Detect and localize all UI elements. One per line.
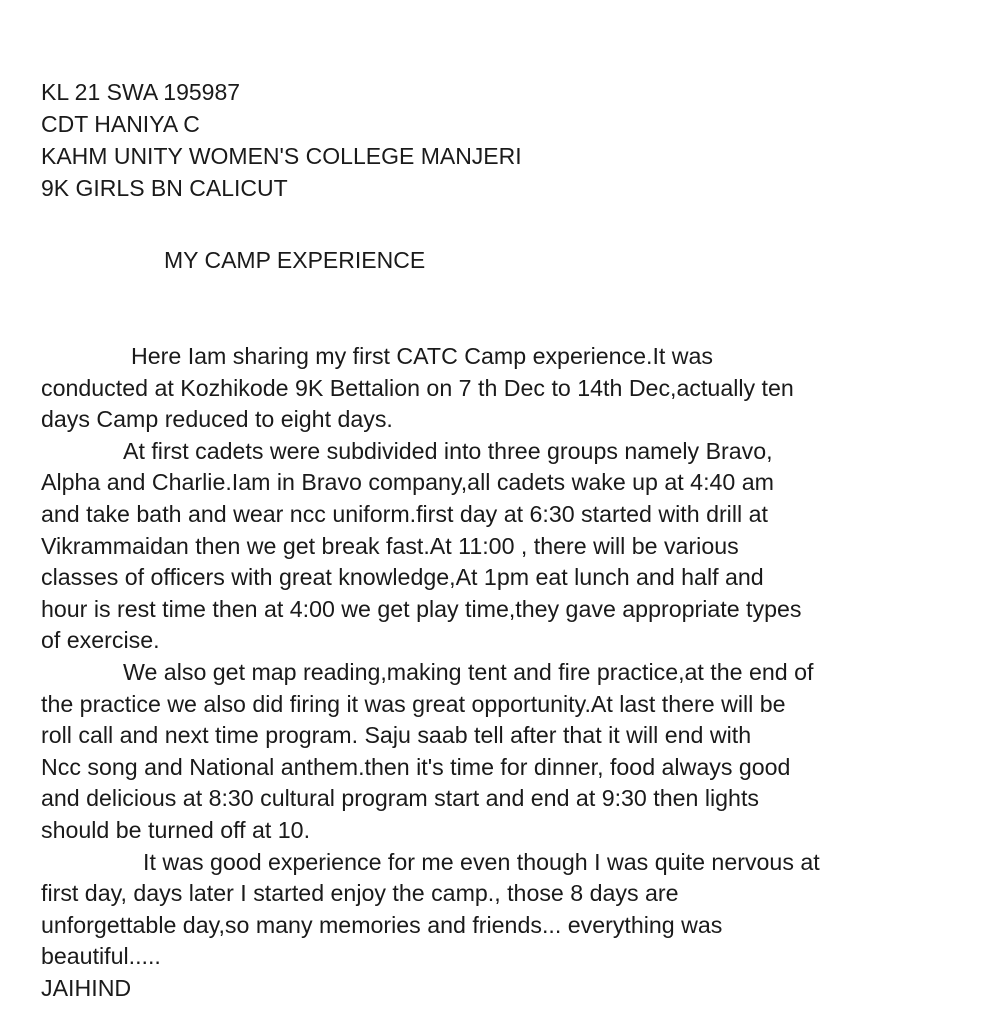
paragraph-line: classes of officers with great knowledge,At 1pm eat lunch and half and <box>41 564 764 591</box>
paragraph-line: first day, days later I started enjoy the camp., those 8 days are <box>41 880 679 907</box>
paragraph-line: Ncc song and National anthem.then it's time for dinner, food always good <box>41 753 791 780</box>
closing-salutation: JAIHIND <box>41 974 132 1001</box>
page-title: MY CAMP EXPERIENCE <box>164 247 426 273</box>
paragraph-line: conducted at Kozhikode 9K Bettalion on 7 th Dec to 14th Dec,actually ten <box>41 374 794 401</box>
cadet-number: KL 21 SWA 195987 <box>41 79 241 105</box>
paragraph-line: days Camp reduced to eight days. <box>41 406 393 433</box>
paragraph-line: roll call and next time program. Saju saab tell after that it will end with <box>41 722 752 749</box>
paragraph-line: of exercise. <box>41 627 160 654</box>
college-name: KAHM UNITY WOMEN'S COLLEGE MANJERI <box>41 143 522 169</box>
paragraph-line: unforgettable day,so many memories and friends... everything was <box>41 911 723 938</box>
cadet-details <box>41 76 522 204</box>
paragraph-line: hour is rest time then at 4:00 we get play time,they gave appropriate types <box>41 595 802 622</box>
paragraph-line: Alpha and Charlie.Iam in Bravo company,all cadets wake up at 4:40 am <box>41 469 774 496</box>
paragraph-line: It was good experience for me even though I was quite nervous at <box>143 848 820 875</box>
paragraph-line: and delicious at 8:30 cultural program start and end at 9:30 then lights <box>41 785 759 812</box>
battalion-name: 9K GIRLS BN CALICUT <box>41 175 288 201</box>
essay-body <box>41 341 971 1004</box>
paragraph-line: We also get map reading,making tent and fire practice,at the end of <box>123 658 814 685</box>
paragraph-line: beautiful..... <box>41 943 161 970</box>
paragraph-line: should be turned off at 10. <box>41 816 311 843</box>
paragraph-line: Here Iam sharing my first CATC Camp experience.It was <box>131 343 714 369</box>
paragraph-line: Vikrammaidan then we get break fast.At 11:00 , there will be various <box>41 532 739 559</box>
paragraph-line: and take bath and wear ncc uniform.first day at 6:30 started with drill at <box>41 500 768 527</box>
cadet-name: CDT HANIYA C <box>41 111 200 137</box>
paragraph-line: At first cadets were subdivided into three groups namely Bravo, <box>123 437 773 464</box>
paragraph-line: the practice we also did firing it was great opportunity.At last there will be <box>41 690 786 717</box>
